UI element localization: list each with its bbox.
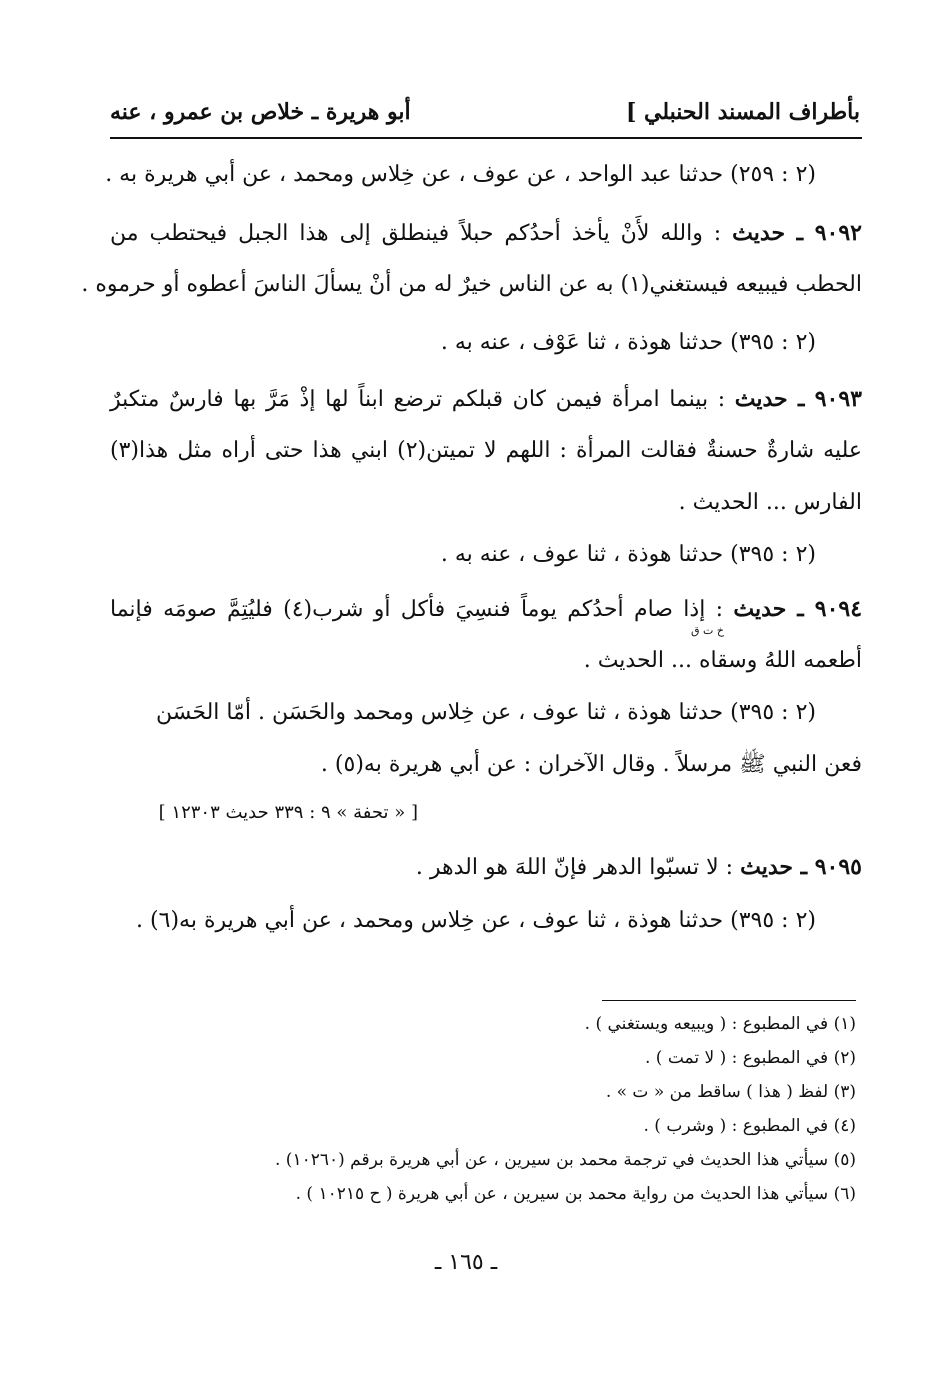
hadith-label: حديث: [734, 386, 788, 412]
isnad-line: (٢ : ٣٩٥) حدثنا هوذة ، ثنا عوف ، عنه به .: [440, 542, 816, 567]
running-header: [110, 92, 860, 132]
hadith-line: [110, 852, 862, 883]
hadith-line: [110, 594, 863, 637]
hadith-line: [110, 218, 862, 249]
hadith-number: ٩٠٩٢: [814, 220, 862, 246]
dash: ـ: [786, 596, 815, 622]
text-line: أطعمه اللهُ وسقاه ... الحديث .: [583, 648, 862, 673]
isnad-line: (٢ : ٢٥٩) حدثنا عبد الواحد ، عن عوف ، عن خِلاس ومحمد ، عن أبي هريرة به .: [105, 162, 816, 187]
footnote-separator: [602, 1000, 856, 1001]
hadith-text: : بينما امرأة فيمن كان قبلكم ترضع ابناً لها إذْ مَرَّ بها فارسٌ متكبرٌ: [110, 387, 726, 412]
page-number: ـ ١٦٥ ـ: [434, 1250, 498, 1275]
header-chapter-title: أبو هريرة ـ خلاص بن عمرو ، عنه: [110, 99, 411, 125]
footnote-item: (٢) في المطبوع : ( لا تمت ) .: [644, 1048, 856, 1068]
hadith-text: : لا تسبّوا الدهر فإنّ اللهَ هو الدهر .: [415, 855, 734, 880]
dash: ـ: [785, 220, 815, 246]
isnad-line: (٢ : ٣٩٥) حدثنا هوذة ، ثنا عَوْف ، عنه به .: [440, 330, 816, 355]
footnote-item: (٣) لفظ ( هذا ) ساقط من « ت » .: [605, 1082, 856, 1102]
dash: ـ: [787, 386, 815, 412]
hadith-text: : إذا صام أحدُكم يوماً فنسِيَ فأكل أو شرب(٤) فليُتِمَّ صومَه فإنما: [110, 597, 724, 622]
text-line: فعن النبي ﷺ مرسلاً . وقال الآخران : عن أبي هريرة به(٥) .: [320, 752, 862, 777]
reference-line: [ « تحفة » ٩ : ٣٣٩ حديث ١٢٣٠٣ ]: [158, 802, 418, 823]
footnote-item: (٦) سيأتي هذا الحديث من رواية محمد بن سيرين ، عن أبي هريرة ( ح ١٠٢١٥ ) .: [295, 1184, 856, 1204]
hadith-text: : والله لأَنْ يأخذ أحدُكم حبلاً فينطلق إلى هذا الجبل فيحتطب من: [110, 221, 722, 246]
text-line: الحطب فيبيعه فيستغني(١) به عن الناس خيرٌ له من أنْ يسألَ الناسَ أعطوه أو حرموه .: [81, 272, 862, 297]
footnote-item: (٤) في المطبوع : ( وشرب ) .: [643, 1116, 856, 1136]
hadith-label: حديث: [740, 854, 793, 880]
dash: ـ: [792, 854, 815, 880]
hadith-line: [110, 384, 862, 415]
hadith-label: حديث: [733, 596, 787, 622]
text-line: عليه شارةٌ حسنةٌ فقالت المرأة : اللهم لا تميتن(٢) ابني هذا حتى أراه مثل هذا(٣): [110, 438, 862, 463]
hadith-label: حديث: [732, 220, 786, 246]
header-book-title: بأطراف المسند الحنبلي ]: [625, 99, 860, 125]
footnote-item: (١) في المطبوع : ( ويبيعه ويستغني ) .: [584, 1014, 856, 1034]
isnad-line: (٢ : ٣٩٥) حدثنا هوذة ، ثنا عوف ، عن خِلاس ومحمد والحَسَن . أمّا الحَسَن: [156, 700, 816, 725]
isnad-line: (٢ : ٣٩٥) حدثنا هوذة ، ثنا عوف ، عن خِلاس ومحمد ، عن أبي هريرة به(٦) .: [136, 908, 816, 933]
footnote-item: (٥) سيأتي هذا الحديث في ترجمة محمد بن سيرين ، عن أبي هريرة برقم (١٠٢٦٠) .: [275, 1150, 856, 1170]
hadith-number: ٩٠٩٣: [814, 386, 862, 412]
hadith-number: ٩٠٩٥: [814, 854, 862, 880]
text-line: الفارس ... الحديث .: [678, 490, 862, 515]
sigla-marks: خ ت ق: [691, 624, 724, 637]
hadith-number: ٩٠٩٤: [814, 596, 863, 622]
header-rule: [110, 137, 862, 139]
